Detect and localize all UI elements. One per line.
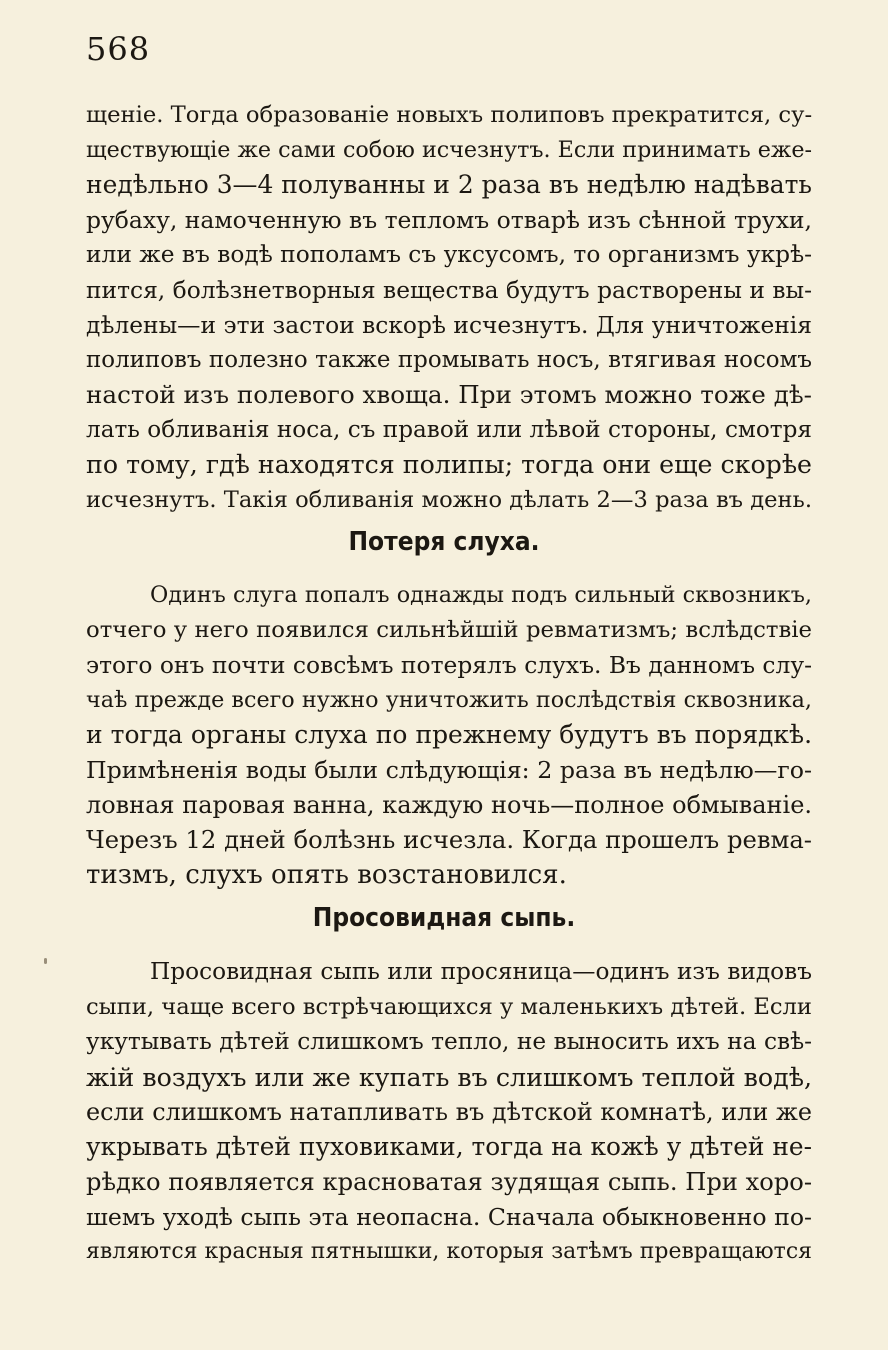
text-line: недѣльно 3—4 полуванны и 2 раза въ недѣлю надѣвать — [86, 170, 812, 199]
text-line: Одинъ слуга попалъ однажды подъ сильный сквозникъ, — [150, 582, 812, 608]
text-line: рубаху, намоченную въ тепломъ отварѣ изъ сѣнной трухи, — [86, 206, 812, 234]
text-line: пится, болѣзнетворныя вещества будутъ растворены и вы- — [86, 276, 812, 304]
text-line: лать обливанія носа, съ правой или лѣвой стороны, смотря — [86, 417, 812, 443]
text-line: жій воздухъ или же купать въ слишкомъ теплой водѣ, — [86, 1062, 813, 1092]
text-line: ществующіе же сами собою исчезнутъ. Если принимать еже- — [86, 137, 812, 163]
text-line: Черезъ 12 дней болѣзнь исчезла. Когда прошелъ ревма- — [86, 825, 812, 854]
text-line: Просовидная сыпь или просяница—одинъ изъ видовъ — [150, 958, 812, 985]
text-line: являются красныя пятнышки, которыя затѣмъ превращаются — [86, 1239, 812, 1264]
text-line: и тогда органы слуха по прежнему будутъ въ порядкѣ. — [86, 720, 812, 749]
section-heading-hearing-loss: Потеря слуха. — [348, 527, 540, 557]
text-line: рѣдко появляется красноватая зудящая сыпь. При хоро- — [86, 1168, 812, 1196]
text-line: щеніе. Тогда образованіе новыхъ полиповъ прекратится, су- — [86, 102, 813, 128]
text-line: Примѣненія воды были слѣдующія: 2 раза въ недѣлю—го- — [86, 756, 812, 784]
page-number: 568 — [86, 30, 151, 68]
text-line: тизмъ, слухъ опять возстановился. — [86, 860, 567, 890]
text-line: ловная паровая ванна, каждую ночь—полное обмываніе. — [86, 791, 812, 819]
text-line: если слишкомъ натапливать въ дѣтской комнатѣ, или же — [86, 1098, 812, 1126]
text-line: дѣлены—и эти застои вскорѣ исчезнутъ. Для уничтоженія — [86, 311, 812, 339]
text-line: отчего у него появился сильнѣйшій ревматизмъ; вслѣдствіе — [86, 617, 812, 643]
text-line: шемъ уходѣ сыпь эта неопасна. Сначала обыкновенно по- — [86, 1203, 812, 1231]
text-line: этого онъ почти совсѣмъ потерялъ слухъ. Въ данномъ слу- — [86, 651, 812, 679]
paper-speck — [44, 958, 47, 964]
text-line: укутывать дѣтей слишкомъ тепло, не выносить ихъ на свѣ- — [86, 1028, 812, 1055]
section-heading-miliary-rash: Просовидная сыпь. — [312, 903, 576, 933]
text-line: исчезнутъ. Такія обливанія можно дѣлать 2—3 раза въ день. — [86, 487, 812, 513]
text-line: полиповъ полезно также промывать носъ, втягивая носомъ — [86, 347, 812, 373]
text-line: сыпи, чаще всего встрѣчающихся у маленькихъ дѣтей. Если — [86, 994, 812, 1020]
text-line: по тому, гдѣ находятся полипы; тогда они еще скорѣе — [86, 450, 812, 479]
text-line: или же въ водѣ пополамъ съ уксусомъ, то организмъ укрѣ- — [86, 241, 813, 268]
text-line: укрывать дѣтей пуховиками, тогда на кожѣ у дѣтей не- — [86, 1132, 812, 1161]
text-line: настой изъ полевого хвоща. При этомъ можно тоже дѣ- — [86, 380, 812, 409]
text-line: чаѣ прежде всего нужно уничтожить послѣдствія сквозника, — [86, 687, 812, 713]
